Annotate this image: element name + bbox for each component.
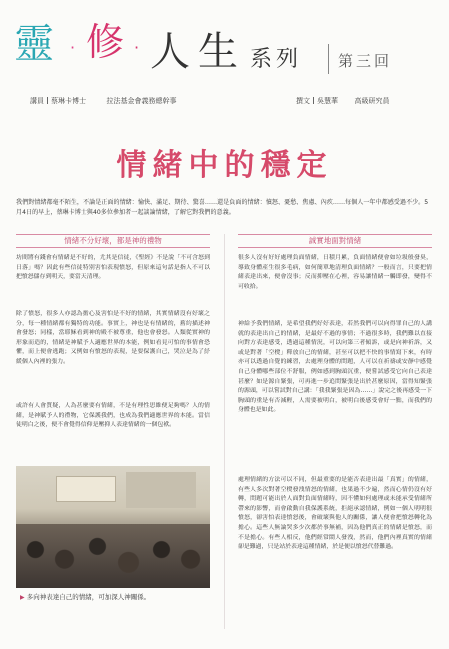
wall-poster	[126, 472, 196, 508]
right-section-heading: 誠實地面對情緒	[238, 234, 432, 248]
masthead-xiu: 修	[86, 20, 125, 64]
writer-label: 撰文	[296, 97, 310, 105]
separator	[47, 97, 48, 104]
photo-caption-text: 多向神表達自己的情緒，可加深人神關係。	[26, 593, 151, 601]
left-paragraph-1: 坊間將有錢會有情緒是不好的，尤其是信徒，《聖經》不是說「不可含怒到日落」嗎？因此有些信徒特別害怕表現憤怒，但原來這句話是指人不可以把憤怒儲存到明天，要當天清理。	[16, 255, 210, 281]
masthead-series: 系列	[250, 47, 303, 72]
projector-screen	[56, 476, 116, 502]
left-section-heading: 情緒不分好壞，都是神的禮物	[16, 234, 210, 248]
caption-marker-icon: ▶	[20, 594, 25, 601]
seminar-photo	[16, 466, 210, 588]
masthead-divider	[328, 44, 329, 74]
photo-caption	[20, 592, 150, 601]
masthead-ling: 靈	[14, 21, 54, 67]
speaker-name: 蔡琳卡博士	[51, 97, 86, 105]
left-paragraph-2: 除了憤怒，很多人亦認為擔心及害怕是不好的情緒，其實情緒沒有好壞之分，每一種情緒都有獨特的功能。事實上，神也是有情緒的，舊約描述神會發怒；同樣，當耶穌看到神的殿不被尊重，他也會發怒。人類從實神的形象而造的，情緒是神賦予人適應世界的本能，例如看見可怕的事情會恐懼，而上便會逃跑；又例如有憤怒的表現，是要保護自己，哭泣是為了紓緩個人內裡的張力。	[16, 311, 210, 365]
writer-credit	[296, 96, 389, 106]
speaker-org: 拉法基金會義務總幹事	[106, 97, 177, 105]
writer-title: 高級研究員	[354, 97, 390, 105]
masthead-dot: ·	[134, 38, 140, 57]
right-paragraph-2: 神給予我們情緒，是希望我們好好表達，若然我們可以向得罪自己的人講就的表達出自己的情緒，是最好不過的事情；不過很多時，我們難以直接向對方表達感受，透過這種情況，可以向第三者傾訴，或是向神祈訴，又或是對著「空櫈」釋放自己的情緒，甚至可以把不快的事情寫下來，有時亦可以透過自覺的練習，去處理身體的問題，人可以在祈禱或安靜中感覺自己身體哪些部位不舒服，例如感到胸頭沉重，便嘗試感受它向自己表達甚麼？如是源自緊張，可再進一步追問緊張是出於甚麼原因，當得知緊張的源頭，可以嘗試對自己講：「我我緊張是因為……」說完之後再感受一下胸頭的重是有否減輕，人需要被明白，被明白後感受會好一點，而我們的身體也是如此。	[238, 321, 432, 414]
right-paragraph-3: 處理情緒的方法可以不同，但最重要的是能否表達出最「真實」的情緒，有些人多次對著空櫈發洩情怒的情緒，也果過不少遍，然而心情仍沒有好轉，問題可能出於人面對負面情緒時，因不懂如何處理或未能承受情緒所帶來的影響，而會啟動自我保護系統，拒絕承認情緒，例如一個人明明很憤怒，卻害怕表達憤怒後，會破壞與他人的關係，讓人便會把憤怒轉化為擔心。這些人無論哭多少次都於事無補，因為他們真正的情緒是憤怒，而不是擔心。有些人相反，他們經常鬧人發洩，然而，他們內裡真實的情緒卻是難過，只是站於表達這種情緒，於是便以憤怒代替難過。	[238, 477, 432, 551]
audience	[16, 524, 210, 588]
speaker-credit	[30, 96, 176, 106]
speaker-label: 講員	[30, 97, 44, 105]
writer-name: 吳慧華	[317, 97, 338, 105]
masthead-dot: ·	[70, 38, 76, 57]
issue-number: 第三回	[338, 52, 393, 70]
right-paragraph-1: 很多人沒有好好處理負面情緒，日積月累，負面情緒便會如垃圾般發臭，導致身體產生很多毛病，如何簡單地清理負面情緒？一般而言，只要把情緒表達出來，便會沒事；反而抑壓在心裡，容易讓情緒一觸即發，變得不可收拾。	[238, 255, 432, 290]
article-title: 情緒中的穩定	[116, 148, 333, 183]
article-intro: 我們對情緒都毫不陌生，不論是正面的情緒：愉快、滿足、期待、驚喜……還是負面的情緒：憤怒、憂愁、焦慮、內疚……每個人一年中都感受過不少。5月4日的早上，蔡琳卡博士與40多位參加者一起談論情緒，了解它對我們的意義。	[16, 199, 429, 216]
masthead-rensheng: 人生	[150, 29, 246, 75]
column-divider	[224, 234, 225, 629]
left-paragraph-3: 或許有人會質疑，人為甚麼要有情緒，不是有理性思維便足夠嗎？人的情緒，是神賦予人的禮物，它保護我們，也成為我們適應世界的本能。當信徒明白之後，便不會覺得信仰是壓抑人表達情緒的一個包袱。	[16, 403, 210, 429]
separator	[313, 97, 314, 104]
